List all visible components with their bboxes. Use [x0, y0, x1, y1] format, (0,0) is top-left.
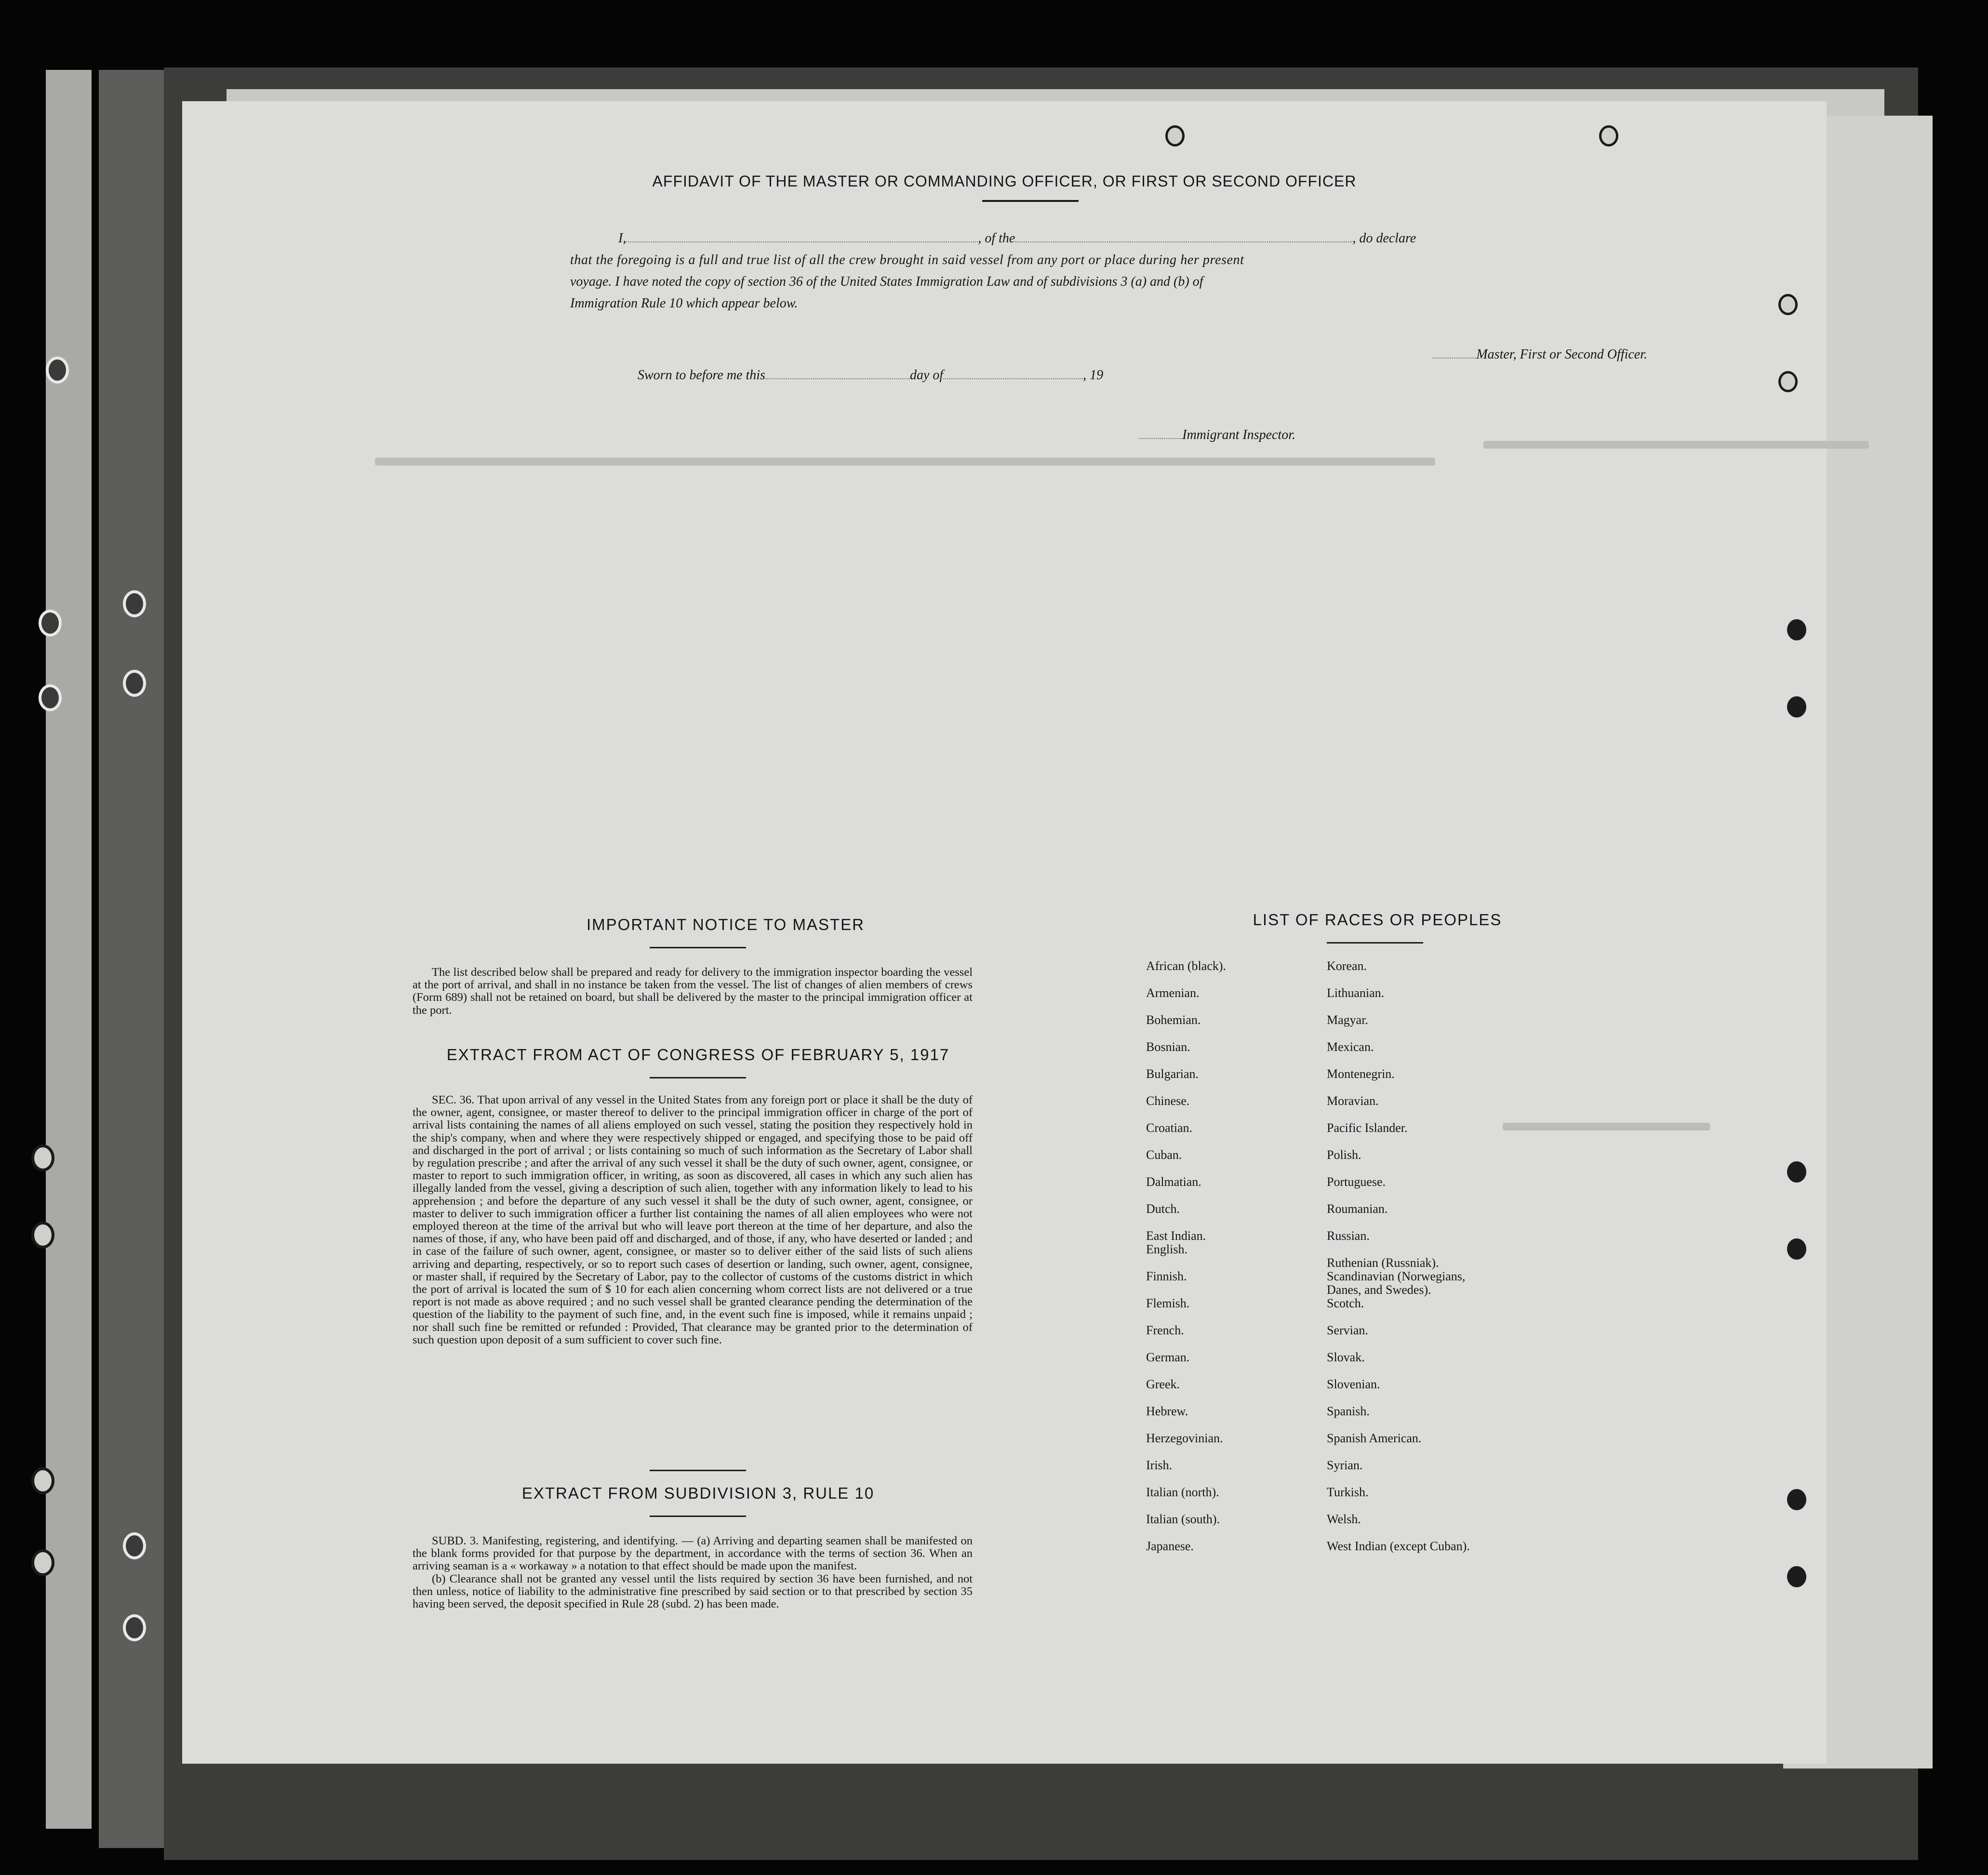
- act-extract-rule: [650, 1077, 746, 1078]
- race-entry: Mexican.: [1327, 1040, 1374, 1054]
- inspector-signature-line: [895, 424, 1295, 446]
- subdivision-3b-paragraph: (b) Clearance shall not be granted any vessel until the lists required by section 36 have been furnished, and not then unless, notice of liability to the administrative fine prescribed by said section or to that prescribed by section 35 having been served, the deposit specified in Rule 28 (subd. 2) has been made.: [413, 1572, 973, 1611]
- act-extract-title: EXTRACT FROM ACT OF CONGRESS OF FEBRUARY 5, 1917: [446, 1046, 950, 1064]
- race-entry: Dutch.: [1146, 1202, 1180, 1216]
- name-blank: [626, 241, 978, 242]
- rule-extract-top-rule: [650, 1470, 746, 1471]
- affidavit-form-sheet: [182, 101, 1827, 1764]
- rule-extract-text: [413, 1535, 973, 1610]
- punch-hole-icon: [1787, 1238, 1806, 1260]
- race-entry: Herzegovinian.: [1146, 1431, 1223, 1445]
- bleed-through-mark: [1483, 441, 1869, 449]
- race-entry: Portuguese.: [1327, 1175, 1386, 1189]
- notice-rule: [650, 947, 746, 948]
- race-entry: Polish.: [1327, 1148, 1361, 1162]
- race-entry: Turkish.: [1327, 1485, 1369, 1499]
- subdivision-3a-paragraph: SUBD. 3. Manifesting, registering, and identifying. — (a) Arriving and departing seamen shall be manifested on the blank forms provided for that purpose by the department, in accordance with the terms of section 36. When an arriving seaman is a « workaway » a notation to that effect should be made upon the manifest.: [413, 1534, 973, 1573]
- inspector-signature-blank: [1139, 438, 1182, 439]
- notice-text: [413, 966, 973, 1017]
- title-rule: [982, 200, 1079, 202]
- race-entry: Spanish.: [1327, 1404, 1370, 1418]
- race-entry: Hebrew.: [1146, 1404, 1188, 1418]
- race-entry: Cuban.: [1146, 1148, 1182, 1162]
- race-entry: East Indian.: [1146, 1229, 1206, 1243]
- bleed-through-mark: [375, 458, 1435, 465]
- race-entry: African (black).: [1146, 959, 1227, 973]
- binder-strip-dark: [99, 70, 166, 1848]
- race-entry: English.: [1146, 1242, 1187, 1256]
- declaration-of-the: , of the: [978, 231, 1015, 246]
- race-entry: Flemish.: [1146, 1296, 1190, 1310]
- race-entry: Scandinavian (Norwegians,: [1327, 1269, 1466, 1283]
- race-entry: German.: [1146, 1350, 1190, 1364]
- binder-hole-icon: [31, 1549, 54, 1576]
- race-entry: Slovak.: [1327, 1350, 1365, 1364]
- binder-hole-icon: [123, 590, 146, 617]
- race-entry: Syrian.: [1327, 1458, 1363, 1472]
- race-entry: Pacific Islander.: [1327, 1121, 1408, 1135]
- race-entry: Chinese.: [1146, 1094, 1190, 1108]
- binder-hole-icon: [123, 670, 146, 697]
- declaration-line-1: [570, 227, 1654, 249]
- vessel-blank: [1015, 241, 1352, 242]
- races-title: LIST OF RACES OR PEOPLES: [1253, 911, 1502, 929]
- race-entry: Bohemian.: [1146, 1013, 1201, 1027]
- race-entry: Italian (south).: [1146, 1512, 1220, 1526]
- punch-hole-icon: [1778, 371, 1798, 392]
- punch-hole-icon: [1778, 294, 1798, 315]
- race-entry: Irish.: [1146, 1458, 1173, 1472]
- race-entry: Lithuanian.: [1327, 986, 1385, 1000]
- master-signature-line: [1238, 344, 1647, 365]
- race-entry: Ruthenian (Russniak).: [1327, 1256, 1439, 1270]
- race-entry: Armenian.: [1146, 986, 1200, 1000]
- binder-hole-icon: [123, 1614, 146, 1641]
- race-entry: Finnish.: [1146, 1269, 1187, 1283]
- race-entry: Magyar.: [1327, 1013, 1368, 1027]
- binder-hole-icon: [123, 1532, 146, 1559]
- race-entry: Japanese.: [1146, 1539, 1194, 1553]
- binder-hole-icon: [31, 1222, 54, 1249]
- race-entry: Greek.: [1146, 1377, 1180, 1391]
- race-entry: Montenegrin.: [1327, 1067, 1395, 1081]
- sworn-line: [638, 364, 1409, 386]
- affidavit-title: AFFIDAVIT OF THE MASTER OR COMMANDING OFFICER, OR FIRST OR SECOND OFFICER: [652, 173, 1357, 190]
- notice-title: IMPORTANT NOTICE TO MASTER: [586, 916, 865, 933]
- punch-hole-icon: [1787, 1566, 1806, 1587]
- race-entry: Roumanian.: [1327, 1202, 1388, 1216]
- race-entry: Danes, and Swedes).: [1327, 1283, 1431, 1297]
- sworn-year: , 19: [1083, 368, 1104, 383]
- punch-hole-icon: [1787, 619, 1806, 640]
- race-entry: Dalmatian.: [1146, 1175, 1201, 1189]
- binder-hole-icon: [31, 1467, 54, 1494]
- race-entry: French.: [1146, 1323, 1184, 1337]
- act-extract-text: [413, 1094, 973, 1346]
- race-entry: Servian.: [1327, 1323, 1368, 1337]
- race-entry: Korean.: [1327, 959, 1367, 973]
- sworn-month-blank: [943, 378, 1083, 379]
- binder-hole-icon: [39, 684, 62, 711]
- declaration-prefix: I,: [618, 231, 627, 246]
- inspector-signature-label: Immigrant Inspector.: [1182, 427, 1295, 442]
- race-entry: West Indian (except Cuban).: [1327, 1539, 1470, 1553]
- race-entry: Spanish American.: [1327, 1431, 1422, 1445]
- race-entry: Russian.: [1327, 1229, 1370, 1243]
- punch-hole-icon: [1599, 125, 1618, 146]
- bleed-through-mark: [1503, 1123, 1710, 1130]
- binder-hole-icon: [46, 357, 69, 384]
- race-entry: Croatian.: [1146, 1121, 1193, 1135]
- race-entry: Moravian.: [1327, 1094, 1379, 1108]
- declaration-line-4: Immigration Rule 10 which appear below.: [570, 296, 798, 311]
- punch-hole-icon: [1787, 1161, 1806, 1183]
- rule-extract-rule: [650, 1516, 746, 1517]
- sworn-day-of: day of: [909, 368, 944, 383]
- master-signature-label: Master, First or Second Officer.: [1476, 347, 1647, 362]
- binder-hole-icon: [31, 1144, 54, 1171]
- race-entry: Bosnian.: [1146, 1040, 1190, 1054]
- race-entry: Welsh.: [1327, 1512, 1361, 1526]
- punch-hole-icon: [1165, 125, 1185, 146]
- race-entry: Italian (north).: [1146, 1485, 1219, 1499]
- binder-hole-icon: [39, 610, 62, 637]
- race-entry: Scotch.: [1327, 1296, 1364, 1310]
- races-rule: [1327, 942, 1423, 944]
- punch-hole-icon: [1787, 696, 1806, 718]
- race-entry: Slovenian.: [1327, 1377, 1380, 1391]
- race-entry: Bulgarian.: [1146, 1067, 1199, 1081]
- master-signature-blank: [1433, 358, 1476, 359]
- declaration-line-3: voyage. I have noted the copy of section 36 of the United States Immigration Law and of subdivisions 3 (a) and (b) of: [570, 274, 1203, 289]
- declaration-line-2: that the foregoing is a full and true list of all the crew brought in said vessel from any port or place during her present: [570, 253, 1244, 267]
- sworn-day-blank: [765, 378, 910, 379]
- sworn-label: Sworn to before me this: [638, 368, 765, 383]
- notice-paragraph: The list described below shall be prepared and ready for delivery to the immigration inspector boarding the vessel at the port of arrival, and shall in no instance be taken from the vessel. The list of changes of alien members of crews (Form 689) shall not be retained on board, but shall be delivered by the master to the principal immigration officer at the port.: [413, 966, 973, 1017]
- rule-extract-title: EXTRACT FROM SUBDIVISION 3, RULE 10: [521, 1484, 875, 1502]
- declaration-suffix: , do declare: [1352, 231, 1416, 246]
- section-36-paragraph: SEC. 36. That upon arrival of any vessel in the United States from any foreign port or place it shall be the duty of the owner, agent, consignee, or master thereof to deliver to the principal immigration officer in charge of the port of arrival lists containing the names of all aliens employed on such vessel, stating the position they respectively hold in the ship's company, when and where they were respectively shipped or engaged, and specifying those to be paid off and discharged in the port of arrival ; or lists containing so much of such information as the Secretary of Labor shall by regulation prescribe ; and after the arrival of any such vessel it shall be the duty of such owner, agent, consignee, or master to report to such immigration officer, in writing, as soon as discovered, all cases in which any such alien has illegally landed from the vessel, giving a description of such alien, together with any information likely to lead to his apprehension ; and before the departure of any such vessel it shall be the duty of such owner, agent, consignee, or master to deliver to such immigration officer a further list containing the names of all alien employees who were not employed thereon at the time of the arrival but who will leave port thereon at the time of her departure, and also the names of those, if any, who have been paid off and discharged, and of those, if any, who have deserted or landed ; and in case of the failure of such owner, agent, consignee, or master so to deliver either of the said lists of such aliens arriving and departing, respectively, or so to report such cases of desertion or landing, such owner, agent, consignee, or master shall, if required by the Secretary of Labor, pay to the collector of customs of the customs district in which the port of arrival is located the sum of $ 10 for each alien concerning whom correct lists are not delivered or a true report is not made as above required ; and no such vessel shall be granted clearance pending the determination of the question of the liability to the payment of such fine, and, in the event such fine is imposed, while it remains unpaid ; nor shall such fine be remitted or refunded : Provided, That clearance may be granted prior to the determination of such question upon deposit of a sum sufficient to cover such fine.: [413, 1093, 973, 1346]
- punch-hole-icon: [1787, 1489, 1806, 1510]
- affidavit-declaration: [570, 227, 1654, 314]
